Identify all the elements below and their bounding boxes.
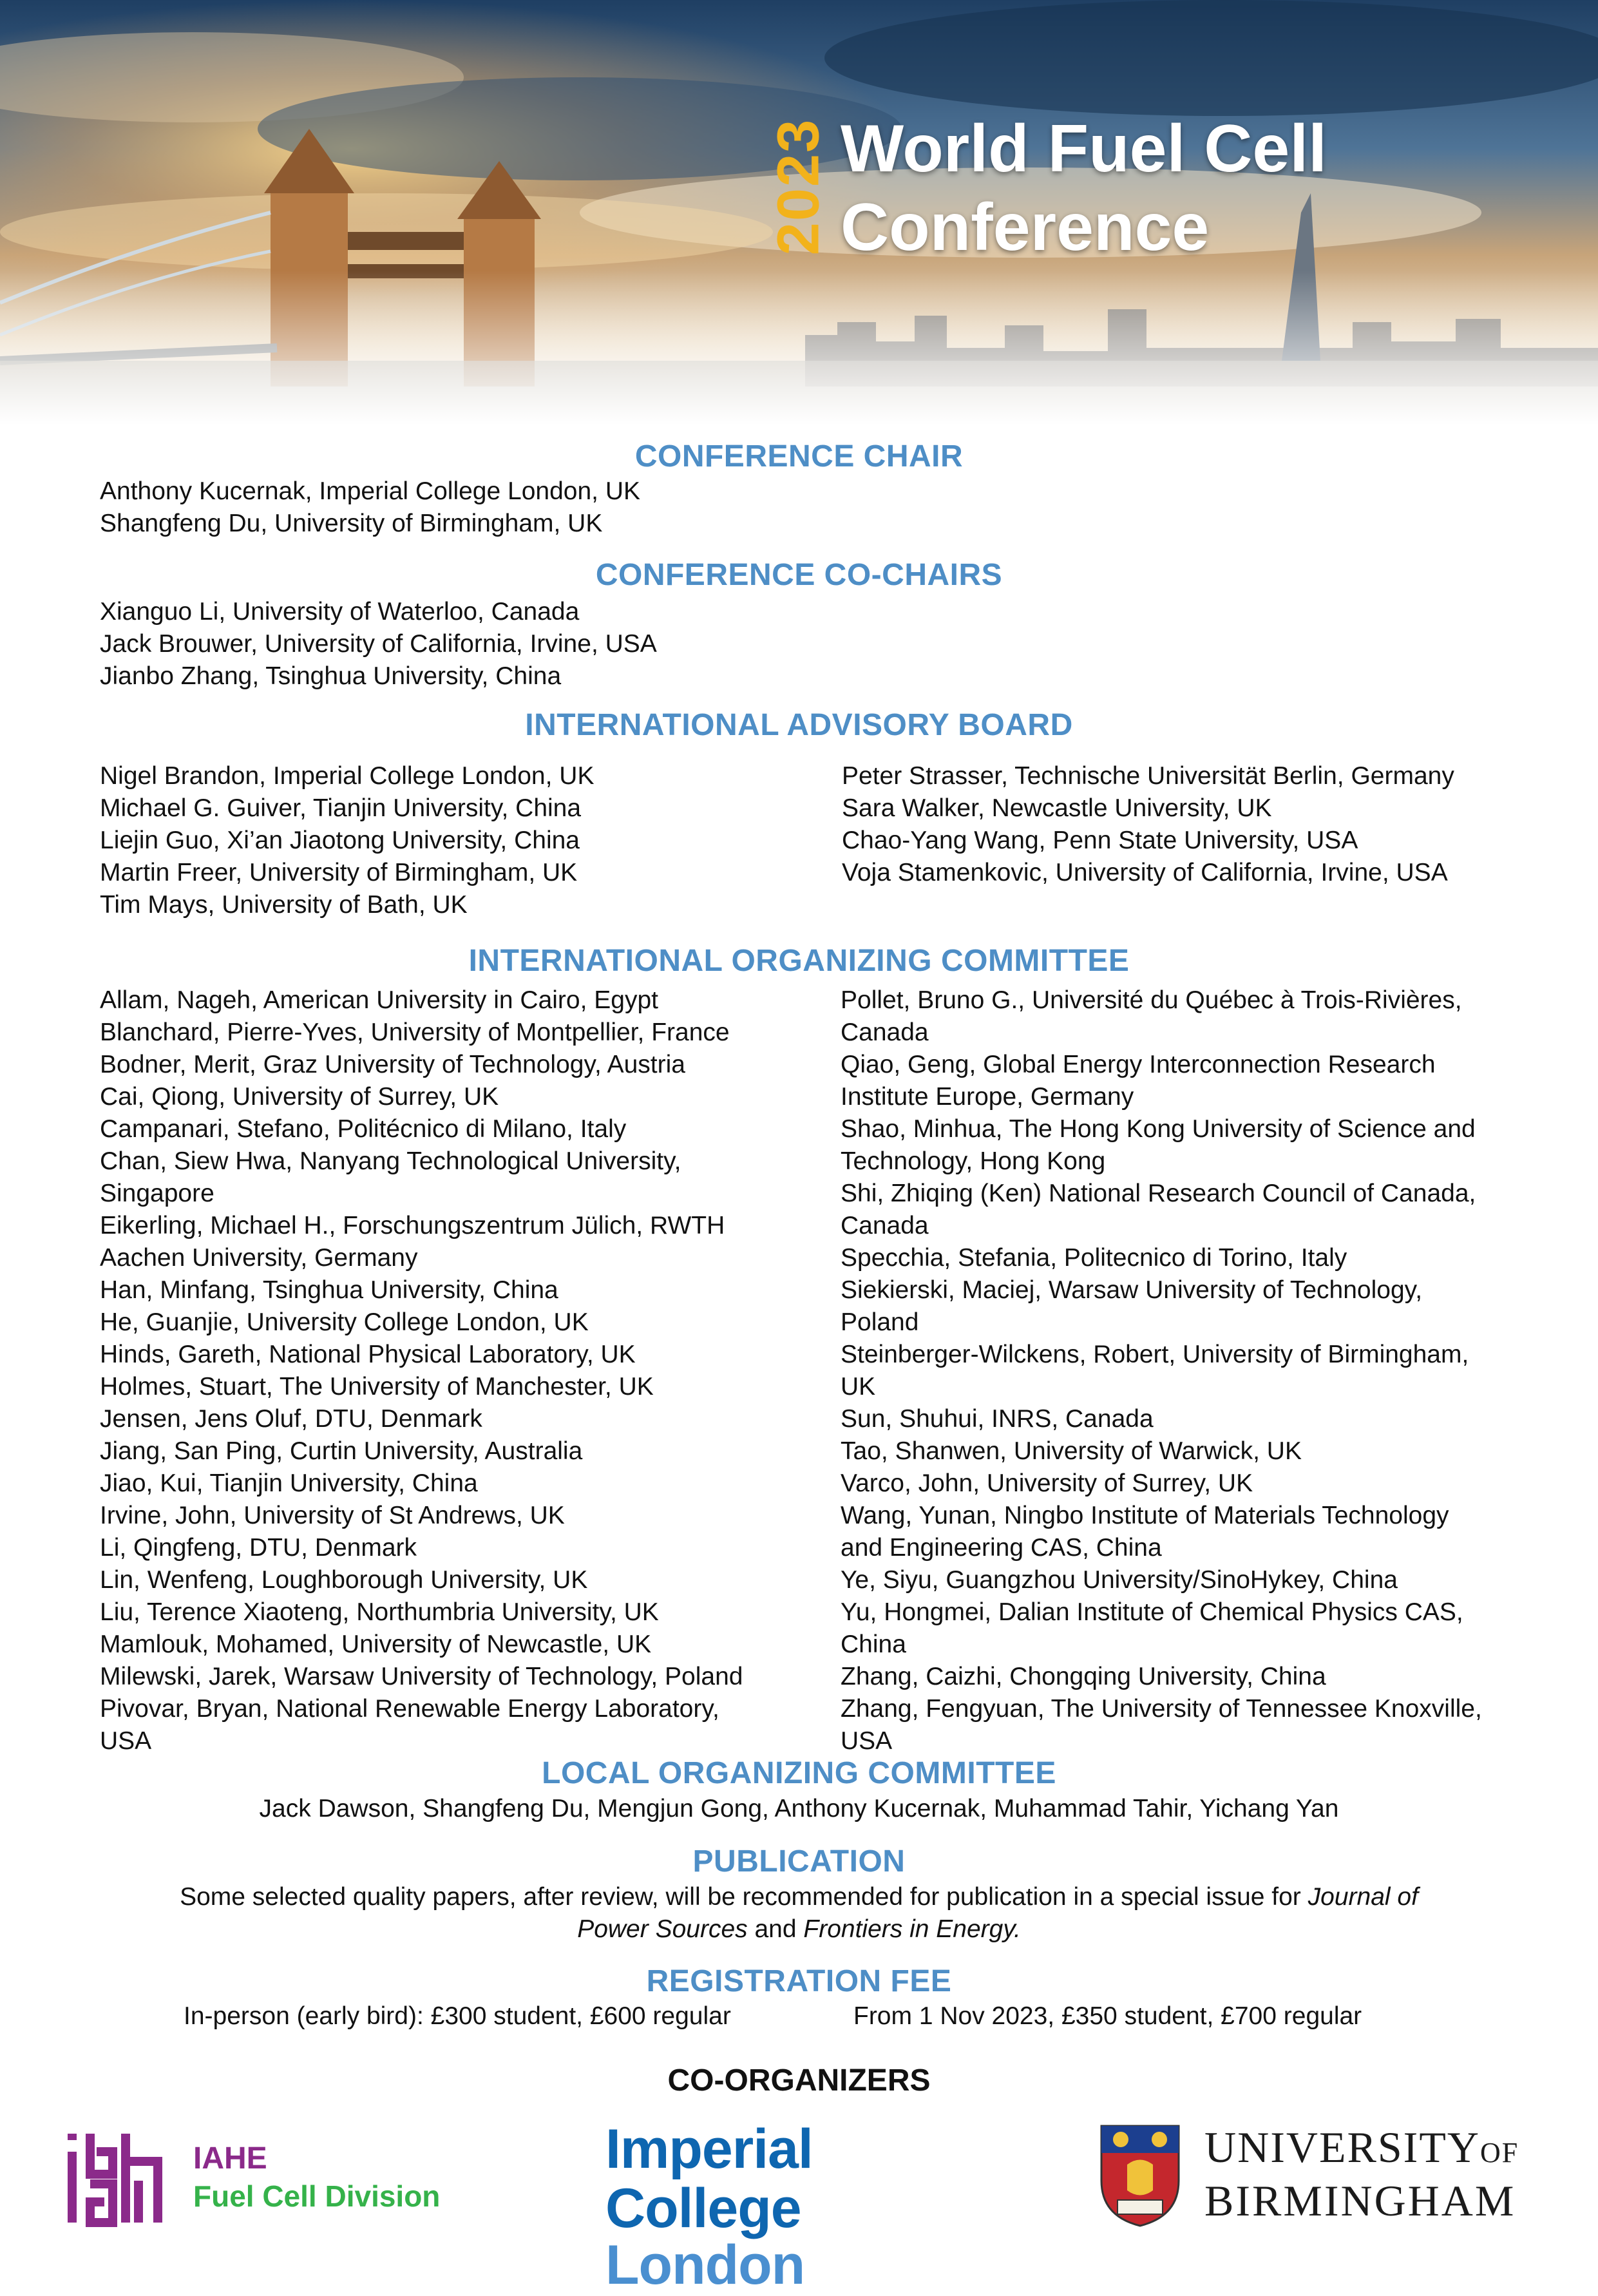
local-heading: LOCAL ORGANIZING COMMITTEE bbox=[542, 1756, 1056, 1790]
organizing-line: Poland bbox=[841, 1308, 919, 1336]
organizing-line: Specchia, Stefania, Politecnico di Torino, Italy bbox=[841, 1244, 1347, 1272]
organizing-line: Hinds, Gareth, National Physical Laboratory, UK bbox=[100, 1341, 636, 1368]
title-line-1: World Fuel Cell bbox=[841, 111, 1327, 186]
registration-early: In-person (early bird): £300 student, £600 regular bbox=[184, 2002, 731, 2030]
organizing-line: Li, Qingfeng, DTU, Denmark bbox=[100, 1534, 417, 1562]
organizing-line: Zhang, Fengyuan, The University of Tennessee Knoxville, bbox=[841, 1695, 1482, 1723]
organizing-line: Varco, John, University of Surrey, UK bbox=[841, 1469, 1253, 1497]
organizing-line: Blanchard, Pierre-Yves, University of Montpellier, France bbox=[100, 1019, 730, 1046]
organizing-line: Cai, Qiong, University of Surrey, UK bbox=[100, 1083, 499, 1111]
organizing-left-list bbox=[100, 984, 743, 1757]
chair-member: Anthony Kucernak, Imperial College London, UK bbox=[100, 477, 640, 505]
chair-list bbox=[100, 475, 640, 540]
advisory-member: Voja Stamenkovic, University of California, Irvine, USA bbox=[842, 859, 1448, 886]
coorganizers-heading: CO-ORGANIZERS bbox=[667, 2063, 931, 2098]
organizing-line: Irvine, John, University of St Andrews, UK bbox=[100, 1502, 565, 1529]
organizing-line: Institute Europe, Germany bbox=[841, 1083, 1134, 1111]
organizing-line: Steinberger-Wilckens, Robert, University of Birmingham, bbox=[841, 1341, 1469, 1368]
iahe-name: IAHE bbox=[193, 2141, 267, 2176]
advisory-member: Liejin Guo, Xi’an Jiaotong University, China bbox=[100, 827, 580, 854]
organizing-line: Singapore bbox=[100, 1180, 214, 1207]
organizing-line: Tao, Shanwen, University of Warwick, UK bbox=[841, 1437, 1302, 1465]
organizing-line: He, Guanjie, University College London, UK bbox=[100, 1308, 589, 1336]
registration-late: From 1 Nov 2023, £350 student, £700 regular bbox=[853, 2002, 1362, 2030]
local-members: Jack Dawson, Shangfeng Du, Mengjun Gong, Anthony Kucernak, Muhammad Tahir, Yichang Yan bbox=[259, 1795, 1339, 1822]
organizing-line: Campanari, Stefano, Politécnico di Milano, Italy bbox=[100, 1115, 627, 1143]
cochair-member: Jianbo Zhang, Tsinghua University, China bbox=[100, 662, 562, 690]
organizing-line: USA bbox=[100, 1727, 152, 1755]
organizing-line: Chan, Siew Hwa, Nanyang Technological University, bbox=[100, 1147, 681, 1175]
organizing-line: Shao, Minhua, The Hong Kong University of Science and bbox=[841, 1115, 1476, 1143]
journal-name: Power Sources bbox=[577, 1915, 748, 1943]
organizing-line: and Engineering CAS, China bbox=[841, 1534, 1162, 1562]
organizing-right-list bbox=[841, 984, 1482, 1757]
advisory-member: Peter Strasser, Technische Universität Berlin, Germany bbox=[842, 762, 1454, 790]
birmingham-line-2: BIRMINGHAM bbox=[1204, 2176, 1516, 2225]
organizing-line: Canada bbox=[841, 1019, 929, 1046]
advisory-member: Sara Walker, Newcastle University, UK bbox=[842, 794, 1272, 822]
advisory-member: Martin Freer, University of Birmingham, UK bbox=[100, 859, 578, 886]
chair-member: Shangfeng Du, University of Birmingham, UK bbox=[100, 510, 603, 537]
organizing-line: Jiao, Kui, Tianjin University, China bbox=[100, 1469, 478, 1497]
advisory-member: Tim Mays, University of Bath, UK bbox=[100, 891, 468, 919]
organizing-line: Sun, Shuhui, INRS, Canada bbox=[841, 1405, 1154, 1433]
organizing-line: Canada bbox=[841, 1212, 929, 1239]
advisory-member: Nigel Brandon, Imperial College London, UK bbox=[100, 762, 594, 790]
organizing-line: Mamlouk, Mohamed, University of Newcastle, UK bbox=[100, 1631, 652, 1658]
publication-heading: PUBLICATION bbox=[692, 1844, 906, 1879]
imperial-college-logo bbox=[605, 2118, 992, 2296]
birmingham-crest-icon bbox=[1095, 2119, 1185, 2229]
organizing-line: Zhang, Caizhi, Chongqing University, China bbox=[841, 1663, 1326, 1690]
publication-line-1: Some selected quality papers, after review, will be recommended for publication in a special issue for Journal of bbox=[180, 1883, 1418, 1911]
organizing-line: Holmes, Stuart, The University of Manchester, UK bbox=[100, 1373, 654, 1401]
organizing-line: Eikerling, Michael H., Forschungszentrum Jülich, RWTH bbox=[100, 1212, 725, 1239]
organizing-line: Jensen, Jens Oluf, DTU, Denmark bbox=[100, 1405, 482, 1433]
journal-name: Journal of bbox=[1308, 1883, 1418, 1911]
organizing-line: Pivovar, Bryan, National Renewable Energy Laboratory, bbox=[100, 1695, 719, 1723]
organizing-line: Yu, Hongmei, Dalian Institute of Chemical Physics CAS, bbox=[841, 1598, 1463, 1626]
cochair-member: Jack Brouwer, University of California, Irvine, USA bbox=[100, 630, 657, 658]
organizing-line: China bbox=[841, 1631, 906, 1658]
organizing-line: Wang, Yunan, Ningbo Institute of Materials Technology bbox=[841, 1502, 1449, 1529]
advisory-member: Chao-Yang Wang, Penn State University, USA bbox=[842, 827, 1358, 854]
title-line-2: Conference bbox=[841, 190, 1210, 265]
publication-text bbox=[0, 1881, 1598, 1946]
chair-heading: CONFERENCE CHAIR bbox=[634, 439, 964, 474]
organizing-line: Ye, Siyu, Guangzhou University/SinoHykey, China bbox=[841, 1566, 1398, 1594]
organizing-heading: INTERNATIONAL ORGANIZING COMMITTEE bbox=[468, 944, 1130, 978]
imperial-line-1: Imperial College bbox=[605, 2118, 813, 2239]
organizing-line: Allam, Nageh, American University in Cairo, Egypt bbox=[100, 986, 659, 1014]
organizing-line: Aachen University, Germany bbox=[100, 1244, 418, 1272]
organizing-line: Han, Minfang, Tsinghua University, China bbox=[100, 1276, 558, 1304]
cochair-member: Xianguo Li, University of Waterloo, Canada bbox=[100, 598, 580, 626]
publication-line-2: Power Sources and Frontiers in Energy. bbox=[577, 1915, 1021, 1943]
organizing-line: Jiang, San Ping, Curtin University, Australia bbox=[100, 1437, 583, 1465]
cochairs-heading: CONFERENCE CO-CHAIRS bbox=[595, 558, 1003, 592]
organizing-line: UK bbox=[841, 1373, 876, 1401]
cochairs-list bbox=[100, 596, 657, 693]
advisory-member: Michael G. Guiver, Tianjin University, China bbox=[100, 794, 582, 822]
conference-title bbox=[841, 110, 1327, 267]
iahe-logo bbox=[64, 2126, 490, 2229]
advisory-right-list bbox=[842, 760, 1454, 889]
registration-heading: REGISTRATION FEE bbox=[646, 1964, 952, 1998]
organizing-line: Bodner, Merit, Graz University of Technology, Austria bbox=[100, 1051, 685, 1078]
organizing-line: Lin, Wenfeng, Loughborough University, UK bbox=[100, 1566, 588, 1594]
conference-year: 2023 bbox=[765, 118, 832, 256]
iahe-emblem-icon bbox=[64, 2126, 167, 2229]
advisory-heading: INTERNATIONAL ADVISORY BOARD bbox=[525, 708, 1073, 742]
organizing-line: Pollet, Bruno G., Université du Québec à Trois-Rivières, bbox=[841, 986, 1462, 1014]
journal-name: Frontiers in Energy. bbox=[803, 1915, 1021, 1943]
iahe-division: Fuel Cell Division bbox=[193, 2179, 441, 2213]
organizing-line: Technology, Hong Kong bbox=[841, 1147, 1106, 1175]
organizing-line: USA bbox=[841, 1727, 893, 1755]
organizing-line: Siekierski, Maciej, Warsaw University of Technology, bbox=[841, 1276, 1423, 1304]
organizing-line: Milewski, Jarek, Warsaw University of Technology, Poland bbox=[100, 1663, 743, 1690]
organizing-line: Qiao, Geng, Global Energy Interconnection Research bbox=[841, 1051, 1436, 1078]
birmingham-logo bbox=[1095, 2119, 1546, 2235]
organizing-line: Shi, Zhiqing (Ken) National Research Council of Canada, bbox=[841, 1180, 1476, 1207]
advisory-left-list bbox=[100, 760, 594, 921]
imperial-line-2: London bbox=[605, 2234, 805, 2296]
organizing-line: Liu, Terence Xiaoteng, Northumbria University, UK bbox=[100, 1598, 659, 1626]
birmingham-line-1: UNIVERSITYOF bbox=[1204, 2123, 1519, 2172]
